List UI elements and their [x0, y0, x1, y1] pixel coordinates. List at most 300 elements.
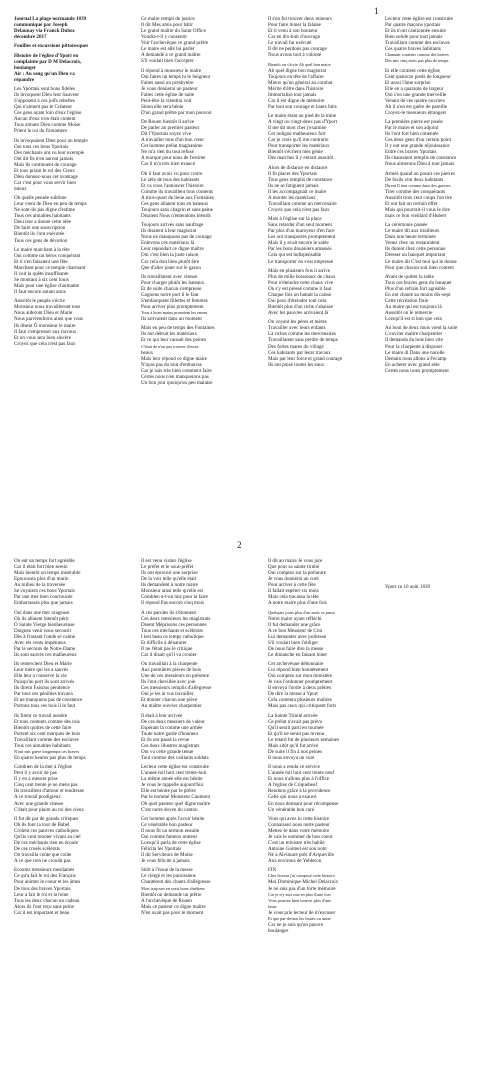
text-line: Mérite d'être dans l'histoire — [268, 85, 324, 92]
text-line: Leur vient de Dieu en peu de temps — [14, 201, 87, 208]
text-line: Tous ces gens de dévotion — [14, 237, 68, 244]
text-line: I lest beau ce temps catholique — [141, 633, 204, 640]
text-line: Pour transporter les matériaux — [268, 143, 330, 150]
text-line: Nous avons tout à volonté — [268, 52, 322, 59]
text-line: Leur a fait le roi et la reine — [14, 891, 69, 898]
text-line: Des marches il y entrait aussitôt — [268, 155, 334, 162]
text-line: Il est venu visiter l'église — [141, 558, 192, 564]
text-line: Ils sont sauvés ces malheureux — [14, 651, 77, 658]
text-line: De ces cruels scélérats — [14, 846, 60, 853]
text-line: Ils ont éprouvé une surprise — [141, 570, 198, 577]
text-line: Je vous prie lecteur de m'excuser — [268, 909, 336, 916]
text-line: Dès mis cinq mois pas plus de temps — [385, 58, 449, 64]
text-line: On eut un temps fort agréable — [14, 558, 75, 564]
text-line: Plus de mille boisseaux de chaux — [268, 273, 336, 280]
text-line: Et tous contents comme des rois — [14, 718, 80, 725]
text-line: Par le maire et son adjoint — [385, 125, 439, 132]
text-line: Toujours arrivés sans naufrage — [141, 222, 204, 229]
text-line: Il voit la quête insuffisante — [14, 270, 69, 277]
text-line: Prient le roi du firmament — [14, 128, 67, 135]
text-line: Au maire qui est toujours là — [385, 304, 442, 311]
text-line: De ces méchants rien en écoute — [14, 840, 79, 846]
text-line: Car en dix-huit d'ouvrage — [268, 34, 320, 41]
text-line: A ces paroles ils s'étonnent — [141, 609, 196, 616]
text-line: Car il était fort bien serein — [14, 564, 68, 571]
text-line: Oui comptez sur la prélature — [268, 570, 326, 577]
text-line: Car cela doit bien plutôt être — [141, 258, 200, 265]
text-line: Et ne manquons pas de constance — [14, 697, 83, 704]
text-line: Travaillaient sans perdre de temps — [268, 337, 338, 344]
text-line: Par tous ces pénibles travaux — [14, 691, 74, 698]
text-line: Ce prélat n'avait pas prévu — [268, 718, 323, 725]
text-line: Car je n'y suis mis en plus d'une fois — [268, 891, 331, 897]
text-line: Mais pas ceux qui critiquent forts — [268, 703, 337, 710]
text-line: Par quatre maçons yportais — [385, 22, 441, 29]
text-line: Oui c'est bien la juste raison — [141, 252, 199, 259]
text-line: Il dit Mes amis pour bâtir — [141, 22, 193, 29]
text-line: Il faut encore autant amis — [14, 289, 66, 296]
text-line: Nous ne manquons pas de courage — [141, 234, 212, 241]
text-line: Sans retarder d'un seul moment — [268, 222, 333, 229]
text-line: Mais leur répond ce digne maire — [141, 355, 208, 362]
text-line: Les ont transportés promptement — [268, 234, 336, 241]
text-line: Cet archevêque débonnaire — [268, 661, 324, 668]
text-line: Faites cette église de suite — [141, 91, 195, 98]
text-line: Elle en a quarante de largeur — [385, 85, 444, 92]
text-line: Voudra-t-il y consentir — [141, 34, 188, 41]
text-line: boulanger — [14, 64, 37, 71]
text-line: A l'église de Criquebeuf — [268, 782, 318, 789]
text-line: Leur répondait ce digne maître — [141, 246, 204, 253]
text-line: Le retard fut de plusieurs semaines — [268, 736, 340, 743]
text-line: Mais en peu de temps des Fontaines — [141, 325, 215, 332]
text-line: Chaque fois on battait la caisse — [268, 291, 332, 298]
text-line: Aux environs de Yebleron — [268, 858, 322, 865]
text-line: Je vous donnerai un pasteur — [141, 85, 198, 92]
text-line: De la voir telle qu'elle était — [141, 576, 197, 583]
text-line: Et aussi l'âme surprise — [385, 79, 431, 86]
text-line: Elle est bénite par le prêtre — [141, 788, 196, 795]
text-line: Toujours sans chagrin et sans peine — [141, 206, 213, 213]
text-line: Ils remercient Dieu et Marie — [14, 661, 72, 668]
text-line: Mais ce pasteur ce digne maître — [141, 903, 206, 910]
text-line: Embarrassés plus que jamais — [14, 600, 73, 607]
text-line: De parler au premier pasteur — [141, 125, 200, 132]
text-line: Oui comme un héros conquérant — [14, 252, 81, 259]
text-line: Ces deux messieurs les magistrats — [141, 615, 211, 622]
text-line: Antoine Guimel est son nom — [268, 846, 327, 853]
text-line: Espérant la comme une armée — [141, 724, 203, 731]
text-line: Par les bons douaniers amassés — [268, 246, 332, 253]
text-line: Que d'aller jouer sur le gazon — [141, 264, 201, 271]
page-number: 1 — [374, 6, 379, 16]
text-line: Le maire étant au pied de la mine — [268, 113, 337, 120]
text-line: Mais cela tracassa la tête — [268, 594, 319, 601]
text-line: La première pierre est posée — [385, 119, 443, 126]
text-line: Et de suite chacun s'empresse — [141, 285, 202, 292]
text-line: Bientôt plus d'un riche s'abaisse — [268, 304, 333, 311]
text-line: L'année mil huit cent trente-huit — [141, 770, 207, 777]
text-line: Alors de distance en distance — [268, 164, 328, 171]
text-column-1 — [14, 558, 126, 916]
text-line: Il fit placer des Yportais — [268, 170, 317, 177]
text-line: Disaient Nous n'entendons bientôt — [141, 213, 211, 220]
text-line: Celle qui nous a exaucé — [268, 794, 317, 801]
text-line: Plus d'un refrain fort agréable — [385, 285, 446, 292]
text-line: Pour n'éteindre cette chaux vive — [268, 279, 334, 286]
text-line: Dit l'Yportais soyez vive — [141, 131, 192, 138]
text-line: Oui tous ces bons Yportais — [14, 143, 69, 150]
text-line: Et donner chacun une pièce — [141, 697, 198, 704]
text-line: Tous ces aimables habitants — [14, 213, 71, 220]
text-line: En quatre heures pas plus de temps — [14, 755, 86, 762]
text-line: Oh ils font la tour de Babel — [14, 821, 70, 828]
text-line: Portons tous ces bois il le faut — [14, 703, 76, 710]
text-line: Connaissez nous notre pasteur — [268, 821, 330, 828]
text-line: A ce bon Messieur de Croi — [268, 627, 323, 634]
text-line: Un bon jour quoiqu'un peu malaise — [141, 379, 213, 386]
text-line: A ce que rien ne croulât pas — [14, 858, 71, 865]
text-line: Il fut demander une grâce — [268, 621, 321, 628]
text-line: Toute notre garde d'honneur — [141, 730, 199, 737]
text-line: Lui répond bien honnêtement — [268, 667, 329, 674]
text-line: Certes nous irons promptement — [385, 367, 449, 374]
text-line: Mais ils continuent de courage — [14, 161, 77, 168]
text-line: Qu'il serait parti en tournée — [268, 724, 324, 731]
text-line: S'opposent à ces juifs rebelles — [14, 98, 75, 105]
text-line: Bientôt on demande un prêtre — [141, 891, 202, 898]
text-line: Rendons grâce à la providence — [268, 788, 331, 795]
text-line: Il fut dit par de grands critiques — [14, 815, 79, 822]
text-line: Le grand maître du Saint Office — [141, 28, 206, 35]
text-line: Monsieur nous travailleront tous — [14, 304, 81, 311]
text-line: Il ne l'était pas le critique — [141, 645, 193, 652]
text-line: Il était à leur arrivée — [141, 712, 183, 719]
text-line: Il faut s'empresser aux travaux — [14, 328, 77, 335]
text-line: A ce travail prodigieux — [14, 794, 61, 801]
text-line: Ils dirent Faisons pénitence — [14, 685, 70, 692]
text-line: Oui faites un temps tu le Seigneur — [141, 73, 211, 80]
text-line: Le maire di Dans une nacelle — [385, 349, 445, 356]
text-line: Cette récréation finie — [385, 298, 428, 304]
text-line: Sinon elle sera bénie — [141, 103, 184, 110]
text-line: Dirent Il faut comme dans des guerres — [385, 182, 451, 188]
text-line: Par une mer bien courroucée — [14, 594, 73, 601]
text-line: mieux — [14, 185, 27, 192]
text-line: Avec une grande vitesse — [14, 800, 64, 807]
text-line: Tirer comme des conquérants — [385, 188, 446, 195]
text-line: Le préfet et le sous-préfet — [141, 564, 194, 571]
text-line: Ne sont-ils pas digne d'estime — [14, 207, 75, 214]
text-line: C'est un ministre très habile — [268, 840, 325, 846]
text-line: Se voyaient ces bons Yportais — [14, 588, 75, 595]
text-line: Marchant pour ce temple charmant — [14, 264, 86, 271]
text-line: Mais bientôt un temps misérable — [14, 570, 81, 577]
text-line: Travaillant comme des esclaves — [14, 736, 79, 743]
text-line: Le zèle de tous des habitants — [141, 176, 200, 183]
text-line: De Rouen bientôt il arrive — [141, 119, 195, 126]
text-line: Lorsqu'il est si bon que cela — [385, 316, 442, 323]
text-line: Ce maire rempli de justice — [141, 16, 195, 22]
text-line: A vingt ou vingt-deux pas d'Yport — [268, 119, 338, 126]
text-line: A marqué pour nous de l'estime — [141, 155, 206, 162]
text-line: Lui demander avec politesse — [268, 633, 327, 640]
text-line: Croyez que cela n'est pas faux — [268, 206, 330, 213]
date-note: Yport ce 10 août 1839 — [385, 584, 431, 590]
text-line: Sitôt à l'issue de la messe — [141, 867, 193, 874]
text-line: Ah il n'en est guère de pareille — [385, 103, 448, 110]
text-line: Ils chantaient remplis de constance — [385, 155, 457, 162]
text-line: Ne m'a rien du tout refusé — [141, 149, 194, 156]
text-line: En nous donnant pour récompense — [268, 800, 339, 807]
text-line: Félicita les Yportais — [141, 846, 182, 853]
text-line: Cet indigne malheureux fort — [268, 131, 326, 138]
text-line: De tous des braves Yportais — [14, 885, 71, 892]
text-line: Et ils n'ont cautionnée ensuite — [385, 28, 446, 35]
text-line: Ils durent chez cette personne — [385, 246, 446, 253]
text-line: Et va vous l'annoncer l'histoire — [141, 182, 204, 189]
text-line: Le maire marchant à la tête — [14, 246, 70, 253]
text-line: Le maire dit C'est moi qui le donne — [385, 258, 457, 265]
text-line: Avant de quitter la table — [385, 273, 434, 280]
text-line: Tous gens remplis de constance — [268, 176, 333, 183]
text-line: Lecteur cette église est construite — [385, 16, 453, 22]
text-line: Histoire de l'église d'Yport en — [14, 52, 79, 59]
text-line: Tout comme des vaillants soldats — [141, 755, 209, 762]
text-line: Par tout son courage et hauts faits — [268, 103, 337, 110]
text-line: De dire la messe à Yport — [268, 691, 318, 698]
text-line: Armés quand on posait ces pierres — [385, 170, 456, 177]
text-line: Comme ils travaillent tous contents — [141, 188, 214, 195]
text-line: Bientôt s'écrient mes génie — [268, 149, 323, 156]
text-line: Elle leur a conservé la vie — [14, 673, 67, 680]
text-line: répandre — [14, 76, 34, 83]
text-line: boulanger — [268, 927, 289, 934]
text-line: Cher lecteur j'ai composé cette histoire — [268, 873, 335, 879]
text-line: Tous ces braves gens du banquet — [385, 279, 452, 286]
text-line: Il demanda du bois bien vite — [385, 337, 443, 344]
text-line: Et il venu à son honneur — [268, 28, 318, 35]
text-line: C'était de n'en pas trouver d'assez — [141, 343, 199, 349]
text-line: Ecoutez messieurs mesdames — [14, 867, 75, 874]
text-line: Le maire dit aux tirailleurs — [385, 228, 440, 235]
text-line: mais ce bon vieillard d'Hubert — [385, 213, 447, 220]
text-line: Une de ces messieurs en présente — [141, 673, 210, 680]
text-line: Et ils ont passé la revue — [141, 736, 190, 743]
text-line: Cinq cent trente je ne mens pas — [14, 782, 78, 789]
text-line: Je vous le rappelle aujourd'hui — [141, 782, 204, 789]
text-line: L'ouvrier maître charpentier — [385, 331, 443, 338]
text-line: Et que par-dessus les fautes ou saute — [268, 915, 331, 921]
text-line: Ce qu'a fait le roi des Français — [14, 873, 76, 880]
text-line: Notre maire ayant réfléchi — [268, 615, 322, 622]
text-line: Mais à l'église sur la place — [268, 216, 322, 223]
text-line: La cérémonie passée — [385, 222, 428, 229]
text-line: De nous faire dire la messe — [268, 645, 324, 652]
text-line: Disent Méprisons ces personnes — [141, 621, 207, 628]
text-line: N'ayas pas du tout d'embarras — [141, 361, 202, 368]
text-line: S'il voulait bien l'obliger — [268, 639, 319, 646]
text-line: Ont vu cette grande tenue — [141, 748, 194, 755]
text-line: Pour faire miner la falaise — [268, 22, 321, 29]
text-line: Oui comme fameux orateur — [141, 833, 198, 840]
text-line: Avec els vents impétueux — [14, 639, 67, 646]
text-line: Ah quel digne bon magistrat — [268, 67, 327, 74]
text-line: Je ne suis pas d'un forte mémoire — [268, 885, 336, 892]
text-line: Venez chez un restaurateur — [385, 240, 440, 247]
text-line: Et nous n'allons plus à l'office — [268, 776, 330, 783]
text-line: Ces deux gens d'un certain point — [385, 137, 452, 144]
text-line: Ils l'ont fort bien cimentée — [385, 131, 439, 138]
text-column-2 — [141, 558, 253, 916]
text-line: Il s'en fut trouver deux mineurs — [268, 16, 332, 22]
text-line: Venant de ces quatre ouvriers — [385, 97, 445, 104]
text-line: On travailla coûte que coûte — [14, 852, 72, 859]
text-line: Il dit ne perdons pas courage — [268, 46, 327, 53]
text-line: Il me dit mon cher j'examine — [268, 125, 327, 132]
text-line: Et ce qui leur causait des peines — [141, 337, 207, 344]
text-line: O Sainte Vierge bienheureuse — [14, 621, 75, 628]
text-line: Bientôt ils l'ont exécutée — [14, 231, 65, 238]
text-line: Faites aussi un presbytère — [141, 79, 194, 86]
text-line: A travailler tous d'un bon cœur — [141, 137, 205, 144]
text-line: Travaillant comme des esclaves — [385, 40, 450, 47]
text-line: Toujours en tête de l'affaire — [268, 73, 324, 80]
text-line: Par plus d'un maroyeur d'en face — [268, 228, 335, 235]
text-line: Ces habitants par leurs travaux — [268, 349, 331, 356]
text-line: complainte par D M Delacroix, — [14, 58, 82, 65]
text-line: communiqué par Joseph — [14, 22, 68, 29]
text-line: Oui c'en une grande merveille — [385, 91, 447, 98]
text-line: Mais toujours en vrais bons chrétiens — [141, 885, 206, 891]
text-line: On s'y est pressé comme il faut — [268, 285, 332, 292]
text-column-3 — [268, 16, 380, 368]
text-line: Dieu leur a donné cette idée — [14, 219, 71, 226]
text-line: Au bout de deux mois vient la suite — [385, 325, 458, 332]
text-line: Ont dit Ils n'en auront jamais — [14, 155, 74, 162]
text-line: Je vais l'ordonner promptement — [268, 679, 333, 686]
text-line: De faire une souscription — [14, 225, 66, 232]
text-line: A l'archevêque de Rouen — [141, 897, 192, 904]
text-line: Ils ont puisé toutes les eaux — [268, 361, 325, 368]
text-line: beaux — [141, 349, 154, 356]
text-line: Le maire est allé lui parler — [141, 46, 195, 53]
text-line: Car il disait qu'il va crouler — [141, 651, 197, 658]
text-line: Pour charger plutôt les bateaux — [141, 279, 205, 286]
text-line: Dieu donnez-nous cet avantage — [14, 173, 78, 180]
text-line: Et difficile à dénaturer — [141, 639, 187, 646]
text-line: Pour que chacun soit bien content — [385, 264, 454, 271]
text-line: Air : Au sang qu'un Dieu va — [14, 70, 75, 77]
text-line: Journal La plage normande 1839 — [14, 16, 87, 22]
text-line: Combien a-t-on mis pour la faire — [141, 594, 208, 601]
text-line: Aussitôt le peuple s'écrie — [14, 298, 65, 305]
page-1 — [0, 0, 500, 535]
text-line: Ces gens allaient tous en bateaux — [141, 200, 209, 207]
text-line: Ils l'ont chevillée avec joie — [141, 679, 196, 686]
text-line: Cela qui est indispensable — [268, 252, 322, 259]
text-line: Il nous envoya un curé — [268, 755, 315, 762]
text-line: A demandé à ce grand maître — [141, 52, 201, 59]
text-line: Chantèrent des chants d'allégresse — [141, 879, 211, 886]
text-line: Pour arriver à cette fête — [268, 582, 316, 589]
text-line: Entre ces braves Yportais — [385, 149, 437, 156]
text-line: Car c'est pour vous servir bien — [14, 179, 76, 186]
text-line: Croient ces pauvres catholiques — [14, 827, 79, 834]
text-line: Que pour sa sainte trinité — [268, 564, 320, 571]
text-line: Ils demandent à notre maire — [141, 582, 198, 589]
text-line: Aussitôt on le remercie — [385, 310, 433, 317]
text-line: Puisqu'au port ils sont arrivés — [14, 679, 75, 686]
text-line: Quelques jours plus d'un mois se passe — [268, 609, 335, 615]
text-line: Tous à leurs mains prenaient les rames — [141, 310, 208, 316]
text-line: S'il voulait bien l'accepter — [141, 58, 194, 65]
text-line: D'un grand prêtre par mon pouvoir — [141, 109, 212, 116]
text-line: Oui dans une mer orageuse — [14, 609, 70, 616]
text-line: A trois-quart de lieue aux Fontaines — [141, 194, 214, 201]
text-line: A monter les matériaux — [268, 194, 316, 201]
text-line: Oh il faut avoir vu pour croire — [141, 170, 203, 177]
text-line: Mais par leur force et grand courage — [268, 355, 343, 362]
text-line: Certes nous n'en manquerons pas — [141, 373, 209, 380]
text-line: Au maître ouvrier charpentier — [141, 703, 202, 710]
text-line: Fouilles et excursions pittoresques — [14, 43, 89, 50]
text-line: Mais qui pourrait-il vous le dire — [385, 206, 450, 213]
text-line: Et on vous sera bien sincère — [14, 334, 72, 341]
text-line: Bientôt on s'écrie Ah quel bon maire — [268, 61, 331, 67]
text-line: La Sainte Trinité arrivée — [268, 712, 318, 719]
text-line: Croyez-le messieurs étrangers — [385, 109, 447, 116]
text-line: On voyant les pères et mères — [268, 319, 327, 326]
text-line: Cela contenta plusieurs maîtres — [268, 697, 332, 704]
text-line: Moi Dominique-Michel Delacroix — [268, 879, 339, 886]
text-line: Mais en plusieurs fois il arrive — [268, 267, 331, 274]
text-line: Le clergé et les paroissiens — [141, 873, 196, 880]
text-line: Mais sitôt qu'il fut arrivé — [268, 742, 319, 749]
text-line: Il les accompagnait ce maire — [268, 188, 327, 195]
text-line: Ce vénérable bon pasteur — [141, 821, 193, 828]
text-line: Mieux qu'un général au combat — [268, 79, 333, 86]
text-line: Ils ne se fatiguent jamais — [268, 182, 319, 189]
text-line: Il envoya l'ordre à deux prêtres — [268, 685, 332, 692]
text-line: Le dimanche en faisant biner — [268, 651, 328, 658]
text-line: Tous ces aimables habitants — [14, 742, 71, 749]
text-line: Par le secours de Notre-Dame — [14, 645, 76, 652]
text-line: Ils disaient à leur magistrat — [141, 228, 197, 235]
text-line: Je vous donnerai un curé — [268, 576, 319, 583]
text-line: Croyez que cela n'est pas faux — [14, 340, 76, 347]
text-line: Portent six cent marques de bois — [14, 730, 81, 737]
text-line: Mais il y avait encore le sable — [268, 240, 329, 247]
text-line: Pour animer le coeur et les âmes — [14, 879, 81, 886]
text-line: Nous aideront Dieu et Marie — [14, 310, 73, 317]
text-line: Le travail fut exécuté — [268, 40, 312, 47]
text-line: faute — [268, 903, 277, 909]
text-line: Les Yportais sont bons fidèles — [14, 86, 76, 93]
text-line: Aux premières pièces de bois — [141, 667, 201, 674]
text-line: Je vous félicite à jamais — [141, 858, 190, 865]
text-line: Et elle contient cette église — [385, 67, 440, 74]
text-line: Car je sais très bien comment faire — [141, 367, 212, 374]
text-line: Enlevons ces matériaux là — [141, 240, 195, 247]
text-line: Lorsqu'il parla de cette église — [141, 840, 201, 846]
text-line: Ces deux illustres magistrats — [141, 742, 200, 749]
text-line: La même année elle est bénite — [141, 776, 203, 783]
text-line: Qu'ils vont monter vivant au ciel — [14, 833, 81, 840]
text-line: Demain nous allons à Fécamp — [385, 355, 447, 362]
text-line: Combien de la mer à l'église — [14, 764, 72, 771]
text-line: C'est notre doyen du canton — [141, 806, 198, 813]
